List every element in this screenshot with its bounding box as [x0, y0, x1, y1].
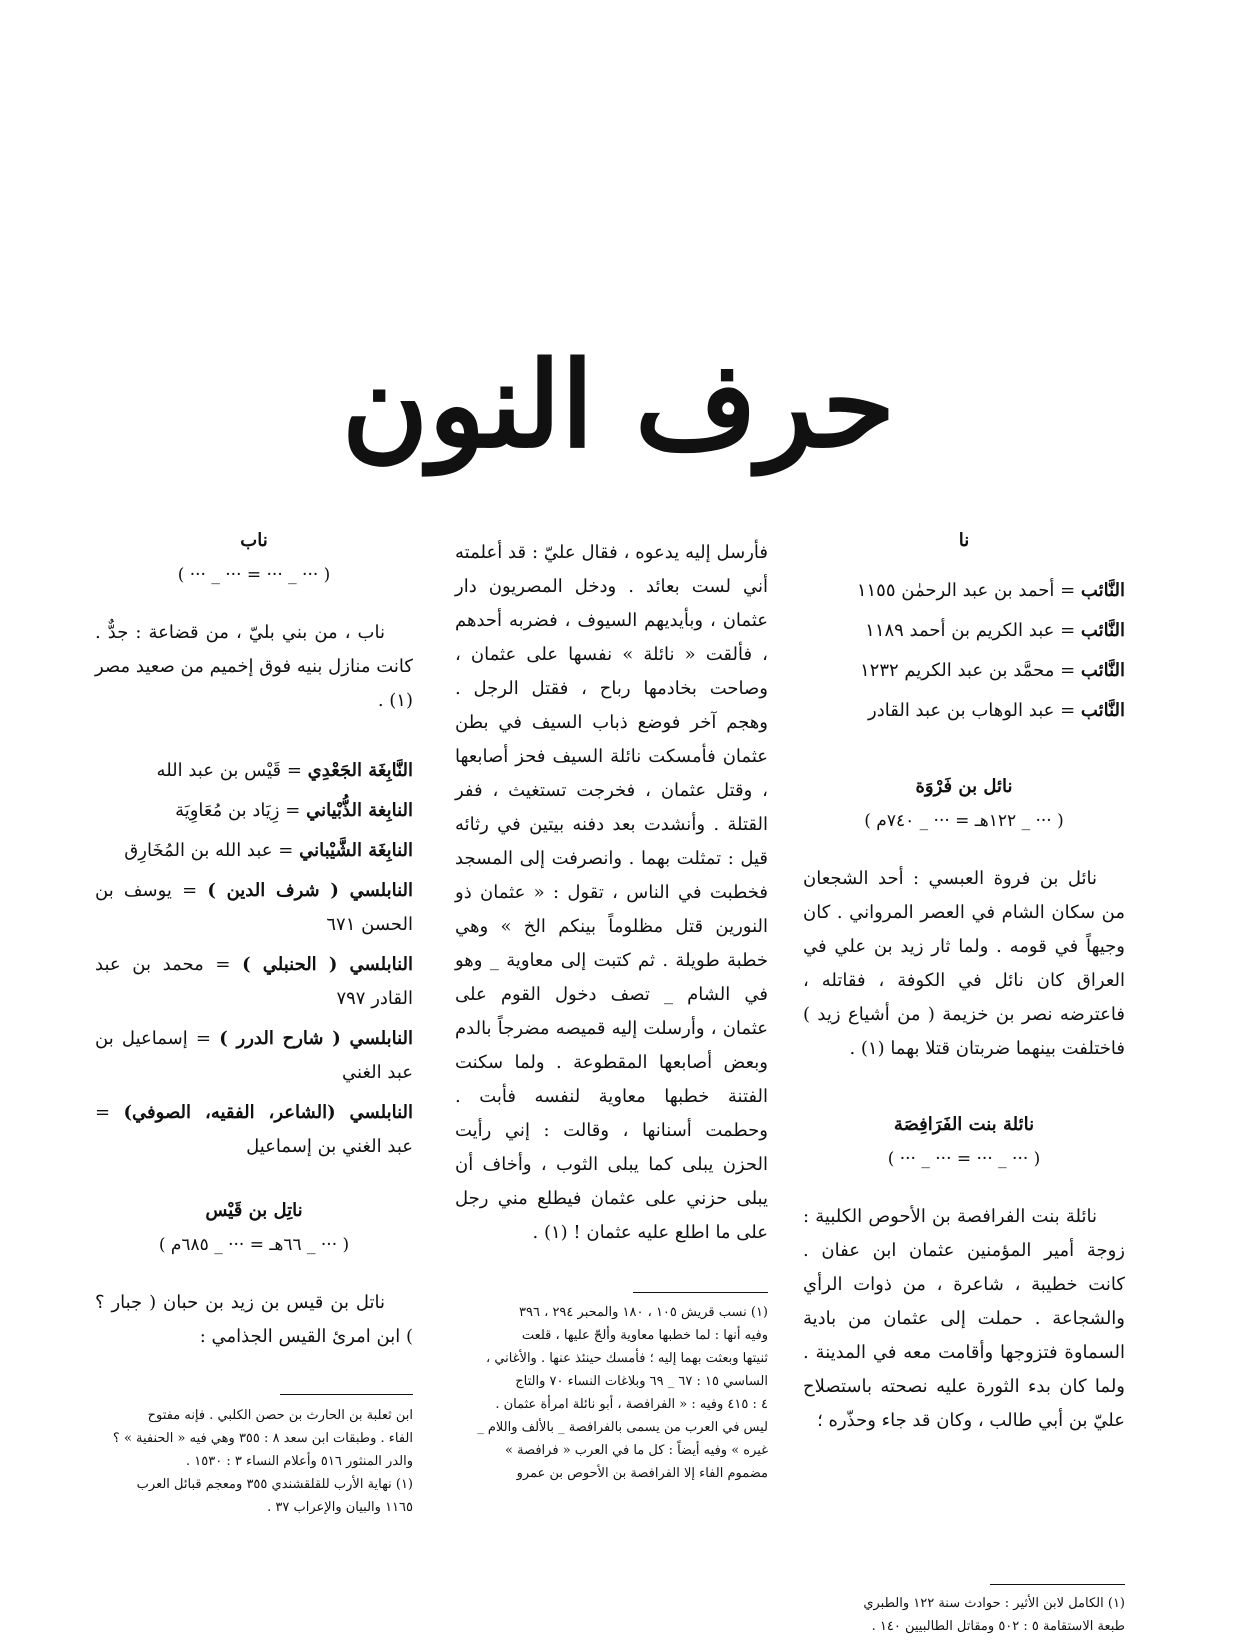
entry-heading-na: نا	[958, 530, 970, 551]
xref-target: = أحمد بن عبد الرحمٰن ١١٥٥	[856, 580, 1081, 601]
entry-text: ناب ، من بني بليّ ، من قضاعة : جدٌّ . كانت منازل بنيه فوق إخميم من صعيد مصر (١) .	[95, 622, 413, 711]
entry-text: نائل بن فروة العبسي : أحد الشجعان من سكان الشام في العصر المرواني . كان وجيهاً في قومه . ولما ثار زيد بن علي في العراق كان نائل في الكوفة ، فقاتله ، فاعترضه نصر بن خزيمة ( من أشياع زيد ) فاختلفت بينهما ضربتان قتلا بهما (١) .	[803, 868, 1125, 1059]
xref-target: = محمَّد بن عبد الكريم ١٢٣٢	[860, 660, 1081, 681]
entry-heading: نائلة بنت الفَرَافِصَة	[893, 1114, 1035, 1135]
footnote-line: الساسي ١٥ : ٦٧ _ ٦٩ وبلاغات النساء ٧٠ والتاج	[515, 1374, 768, 1389]
xref-item	[95, 754, 413, 788]
entry-heading-nab: ناب	[240, 530, 268, 551]
right-column	[803, 528, 1125, 1438]
xref-target: = إسماعيل بن عبد الغني	[95, 1028, 413, 1083]
footnote-line: مضموم الفاء إلا الفرافصة بن الأحوص بن عمرو	[516, 1466, 768, 1481]
footnote-line: (١) الكامل لابن الأثير : حوادث سنة ١٢٢ والطبري	[863, 1596, 1125, 1611]
footnote-line: غيره » وفيه أيضاً : كل ما في العرب « فرافصة »	[505, 1443, 768, 1458]
xref-target: = عبد الله بن المُخَارِق	[124, 840, 300, 861]
middle-column	[455, 536, 768, 1250]
footnote-line: ٤ : ٤١٥ وفيه : « الفرافصة ، أبو نائلة امرأة عثمان .	[495, 1397, 768, 1412]
footnote-line: الفاء . وطبقات ابن سعد ٨ : ٣٥٥ وهي فيه « الحنفية » ؟	[112, 1431, 413, 1446]
entry-heading: نائل بن فَرْوَة	[915, 776, 1013, 797]
xref-term: النابِغة الذُّبْياني	[306, 800, 413, 821]
xref-target: = عبد الوهاب بن عبد القادر	[868, 700, 1081, 721]
xref-item	[803, 614, 1125, 648]
xref-target: = عبد الغني بن إسماعيل	[95, 1102, 413, 1157]
entry-text: ناتل بن قيس بن زيد بن حبان ( جبار ؟ ) ابن امرئ القيس الجذامي :	[95, 1292, 413, 1347]
page-title: حرف النون	[341, 335, 896, 474]
entry-nail-ibn-farwa	[803, 774, 1125, 1066]
xref-item	[95, 1096, 413, 1164]
xref-term: النابِغَة الشَّيْباني	[299, 840, 413, 861]
entry-dates: ( ··· _ ··· = ··· _ ··· )	[177, 565, 331, 585]
xref-term: النابلسي ( الحنبلي )	[242, 954, 413, 975]
xref-list-naib	[803, 574, 1125, 728]
xref-item	[803, 654, 1125, 688]
footnote-line: ١١٦٥ والبيان والإعراب ٣٧ .	[267, 1500, 413, 1515]
footnote-line: والدر المنثور ٥١٦ وأعلام النساء ٣ : ١٥٣٠ .	[186, 1454, 413, 1469]
xref-term: النَّائب	[1080, 620, 1125, 641]
footnote-line: وفيه أنها : لما خطبها معاوية وألحّ عليها ، قلعت	[521, 1328, 768, 1343]
xref-target: = عبد الكريم بن أحمد ١١٨٩	[865, 620, 1081, 641]
footnote-rule-middle	[633, 1292, 768, 1293]
xref-term: النابلسي (الشاعر، الفقيه، الصوفي)	[123, 1102, 413, 1123]
xref-list-nabigha	[95, 754, 413, 1164]
xref-target: = يوسف بن الحسن ٦٧١	[95, 880, 413, 935]
footnote-line: (١) نسب قريش ١٠٥ ، ١٨٠ والمحبر ٢٩٤ ، ٣٩٦	[519, 1305, 768, 1320]
entry-natil-ibn-qays	[95, 1198, 413, 1354]
xref-term: النَّائب	[1080, 660, 1125, 681]
footnote-rule-left	[280, 1394, 413, 1395]
footnote-left	[95, 1404, 413, 1519]
xref-term: النابلسي ( شارح الدرر )	[219, 1028, 413, 1049]
footnote-line: ليس في العرب من يسمى بالفرافصة _ بالألف واللام _	[477, 1420, 768, 1435]
xref-target: = قَيْس بن عبد الله	[156, 760, 308, 781]
xref-term: النَّابِغَة الجَعْدِي	[307, 760, 413, 781]
xref-item	[95, 1022, 413, 1090]
xref-item	[803, 574, 1125, 608]
footnote-line: ابن ثعلبة بن الحارث بن حصن الكلبي . فإنه مفتوح	[147, 1408, 413, 1423]
xref-item	[95, 874, 413, 942]
entry-dates: ( ··· _ ١٢٢هـ = ··· _ ٧٤٠م )	[864, 811, 1064, 831]
footnote-right	[803, 1592, 1125, 1638]
xref-term: النابلسي ( شرف الدين )	[207, 880, 413, 901]
entry-dates: ( ··· _ ٦٦هـ = ··· _ ٦٨٥م )	[158, 1235, 350, 1255]
xref-term: النَّائب	[1080, 580, 1125, 601]
xref-term: النَّائب	[1080, 700, 1125, 721]
entry-dates: ( ··· _ ··· = ··· _ ··· )	[887, 1149, 1041, 1169]
xref-target: = محمد بن عبد القادر ٧٩٧	[95, 954, 413, 1009]
entry-naila-bint-al-farafisa	[803, 1112, 1125, 1438]
entry-text: نائلة بنت الفرافصة بن الأحوص الكلبية : زوجة أمير المؤمنين عثمان ابن عفان . كانت خطيبة ، شاعرة ، من ذوات الرأي والشجاعة . حملت إلى عثمان من بادية السماوة فتزوجها وأقامت معه في المدينة . ولما كان بدء الثورة عليه نصحته باستصلاح عليّ بن أبي طالب ، وكان قد جاء وحذّره ؛	[803, 1206, 1125, 1431]
xref-item	[803, 694, 1125, 728]
entry-continuation-text: فأرسل إليه يدعوه ، فقال عليّ : قد أعلمته أني لست بعائد . ودخل المصريون دار عثمان ، وبأيديهم السيوف ، فضربه أحدهم ، فألقت « نائلة » نفسها على عثمان ، وصاحت بخادمها رباح ، فقتل الرجل . وهجم آخر فوضع ذباب السيف في بطن عثمان فأمسكت نائلة السيف فحز أصابعها ، وقتل عثمان ، فخرجت تستغيث ، ففر القتلة . وأنشدت بعد دفنه بيتين في رثائه قيل : تمثلت بهما . وانصرفت إلى المسجد فخطبت في الناس ، تقول : « عثمان ذو النورين قتل مظلوماً بينكم الخ » وهي خطبة طويلة . ثم كتبت إلى معاوية _ وهو في الشام _ تصف دخول القوم على عثمان ، وأرسلت إليه قميصه مضرجاً بالدم وبعض أصابعها المقطوعة . ولما سكنت الفتنة خطبها معاوية لنفسه فأبت . وحطمت أسنانها ، وقالت : إني رأيت الحزن يبلى كما يبلى الثوب ، وأخاف أن يبلى حزني على عثمان فيطلع مني رجل على ما اطلع عليه عثمان ! (١) .	[455, 542, 768, 1243]
footnote-line: ثنيتها وبعثت بهما إليه ؛ فأمسك حينئذ عنها . والأغاني ،	[485, 1351, 768, 1366]
xref-item	[95, 948, 413, 1016]
left-column	[95, 528, 413, 1354]
entry-heading: ناتِل بن قَيْس	[205, 1200, 303, 1221]
footnote-middle	[455, 1301, 768, 1485]
xref-item	[95, 794, 413, 828]
xref-target: = زِيَاد بن مُعَاوِيَة	[175, 800, 307, 821]
footnote-line: طبعة الاستقامة ٥ : ٥٠٢ ومقاتل الطالبيين ١٤٠ .	[871, 1619, 1125, 1634]
footnote-line: (١) نهاية الأرب للقلقشندي ٣٥٥ ومعجم قبائل العرب	[136, 1477, 413, 1492]
footnote-rule-right	[990, 1584, 1125, 1585]
xref-item	[95, 834, 413, 868]
